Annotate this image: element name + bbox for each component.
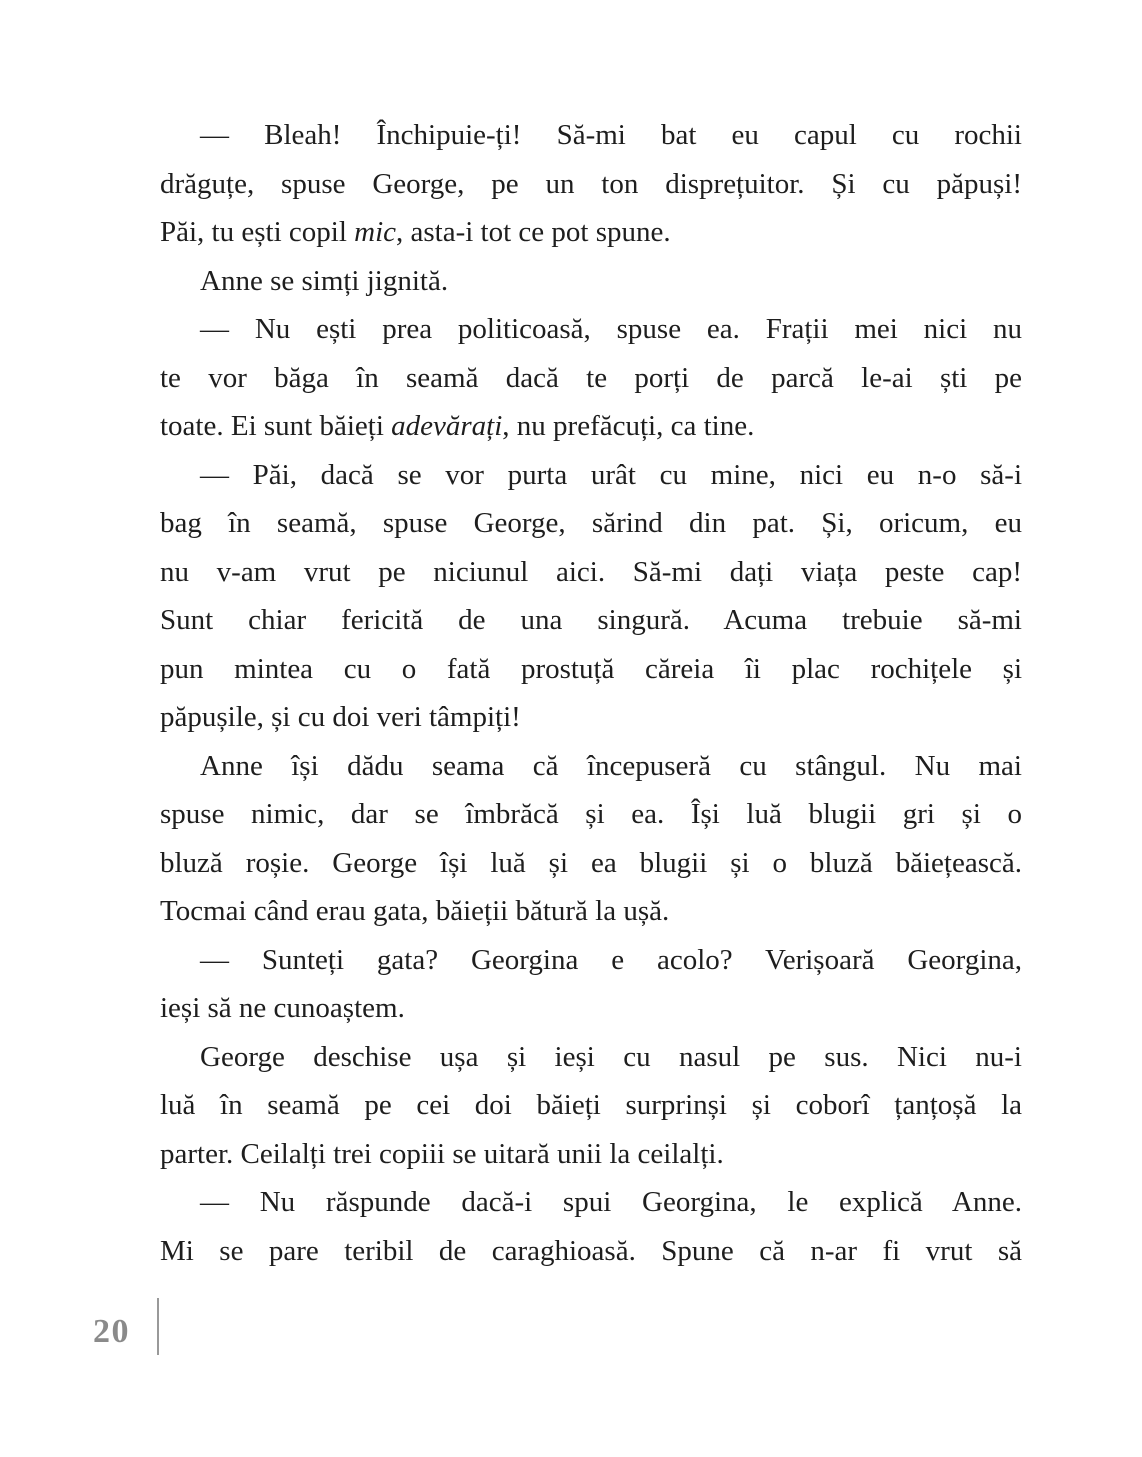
text-run: spuse nimic, dar se îmbrăcă și ea. Își luă blugii gri și o [160, 798, 1022, 830]
text-run: toate. Ei sunt băieți [160, 410, 392, 442]
text-run: luă în seamă pe cei doi băieți surprinși și coborî țanțoșă la [160, 1089, 1022, 1121]
text-line [160, 548, 1022, 597]
italic-text: mic [354, 216, 396, 248]
paragraph [160, 305, 1022, 451]
text-run: bluză roșie. George își luă și ea blugii și o bluză băiețească. [160, 846, 1022, 879]
text-run: parter. Ceilalți trei copiii se uitară unii la ceilalți. [160, 1137, 724, 1170]
text-line [160, 645, 1022, 694]
paragraph [160, 936, 1022, 1033]
text-line [160, 1227, 1022, 1276]
text-run: George deschise ușa și ieși cu nasul pe sus. Nici nu-i [200, 1040, 1022, 1073]
text-run: nu v-am vrut pe niciunul aici. Să-mi dați viața peste cap! [160, 555, 1022, 588]
text-line [160, 887, 1022, 936]
text-run: — Păi, dacă se vor purta urât cu mine, nici eu n-o să-i [200, 458, 1022, 491]
text-run: — Nu răspunde dacă-i spui Georgina, le explică Anne. [200, 1186, 1022, 1218]
text-line [160, 839, 1022, 888]
text-line [160, 257, 1022, 306]
paragraph [160, 111, 1022, 257]
text-line [160, 790, 1022, 839]
text-run: Mi se pare teribil de caraghioasă. Spune că n-ar fi vrut să [160, 1234, 1022, 1267]
text-line [160, 111, 1022, 160]
text-line [160, 499, 1022, 548]
text-run: bag în seamă, spuse George, sărind din pat. Și, oricum, eu [160, 507, 1022, 539]
text-run: — Nu ești prea politicoasă, spuse ea. Frații mei nici nu [200, 313, 1022, 345]
text-run: Tocmai când erau gata, băieții bătură la ușă. [160, 895, 670, 927]
paragraph [160, 1178, 1022, 1275]
text-run: — Sunteți gata? Georgina e acolo? Verișoară Georgina, [200, 943, 1022, 976]
text-line [160, 160, 1022, 209]
text-run: păpușile, și cu doi veri tâmpiți! [160, 701, 521, 733]
text-line [160, 1130, 1022, 1179]
paragraph [160, 451, 1022, 742]
page-text [160, 111, 1022, 1275]
text-run: drăguțe, spuse George, pe un ton disprețuitor. Și cu păpuși! [160, 167, 1022, 200]
text-line [160, 1178, 1022, 1227]
text-line [160, 936, 1022, 985]
text-run: Anne își dădu seama că începuseră cu stângul. Nu mai [200, 749, 1022, 782]
paragraph [160, 1033, 1022, 1179]
italic-text: adevărați [391, 410, 503, 442]
text-run: Anne se simți jignită. [200, 264, 449, 297]
text-run: , asta-i tot ce pot spune. [396, 216, 671, 248]
page-number: 20 [93, 1313, 130, 1350]
text-line [160, 1081, 1022, 1130]
text-line [160, 742, 1022, 791]
text-run: , nu prefăcuți, ca tine. [502, 410, 755, 442]
text-line [160, 208, 1022, 257]
text-line [160, 451, 1022, 500]
text-run: Păi, tu ești copil [160, 216, 355, 248]
paragraph [160, 257, 1022, 306]
text-run: Sunt chiar fericită de una singură. Acuma trebuie să-mi [160, 604, 1022, 636]
footer-rule [157, 1298, 159, 1355]
text-run: ieși să ne cunoaștem. [160, 992, 405, 1024]
text-line [160, 305, 1022, 354]
text-line [160, 596, 1022, 645]
paragraph [160, 742, 1022, 936]
text-line [160, 402, 1022, 451]
text-run: te vor băga în seamă dacă te porți de parcă le-ai ști pe [160, 361, 1022, 394]
text-run: pun mintea cu o fată prostuță căreia îi plac rochițele și [160, 652, 1022, 685]
text-run: — Bleah! Închipuie-ți! Să-mi bat eu capul cu rochii [200, 119, 1022, 151]
text-line [160, 693, 1022, 742]
text-line [160, 354, 1022, 403]
text-line [160, 984, 1022, 1033]
text-line [160, 1033, 1022, 1082]
